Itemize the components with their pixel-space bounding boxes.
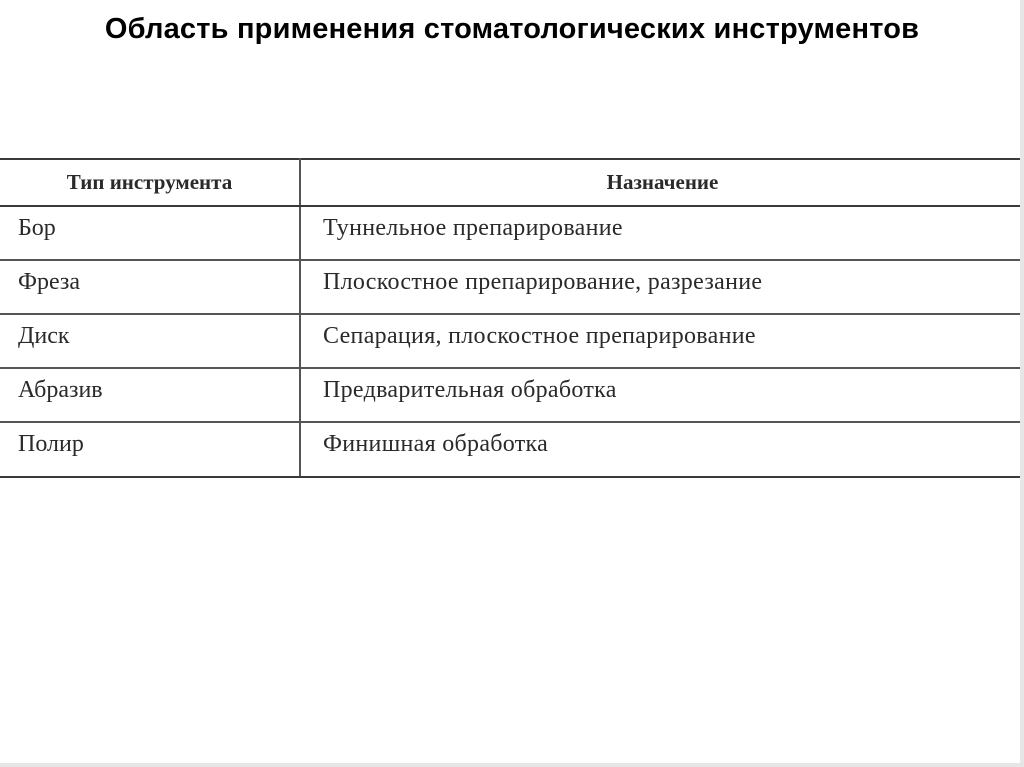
slide-edge-right [1020, 0, 1024, 767]
instrument-purpose-cell: Туннельное препарирование [300, 206, 1024, 260]
slide-edge-bottom [0, 763, 1024, 767]
instrument-type-cell: Абразив [0, 368, 300, 422]
column-header-type: Тип инструмента [0, 159, 300, 206]
instrument-purpose-cell: Плоскостное препарирование, разрезание [300, 260, 1024, 314]
table-row [0, 422, 1024, 477]
instrument-type-cell: Фреза [0, 260, 300, 314]
instrument-purpose-cell: Финишная обработка [300, 422, 1024, 477]
instruments-table [0, 158, 1024, 478]
instrument-type-cell: Бор [0, 206, 300, 260]
column-header-purpose: Назначение [300, 159, 1024, 206]
table-row [0, 368, 1024, 422]
table-row [0, 314, 1024, 368]
slide-title: Область применения стоматологических инструментов [104, 13, 920, 45]
instruments-table-image [0, 158, 1024, 476]
instrument-purpose-cell: Сепарация, плоскостное препарирование [300, 314, 1024, 368]
instrument-purpose-cell: Предварительная обработка [300, 368, 1024, 422]
table-row [0, 206, 1024, 260]
table-row [0, 260, 1024, 314]
instrument-type-cell: Полир [0, 422, 300, 477]
table-header-row [0, 159, 1024, 206]
instrument-type-cell: Диск [0, 314, 300, 368]
